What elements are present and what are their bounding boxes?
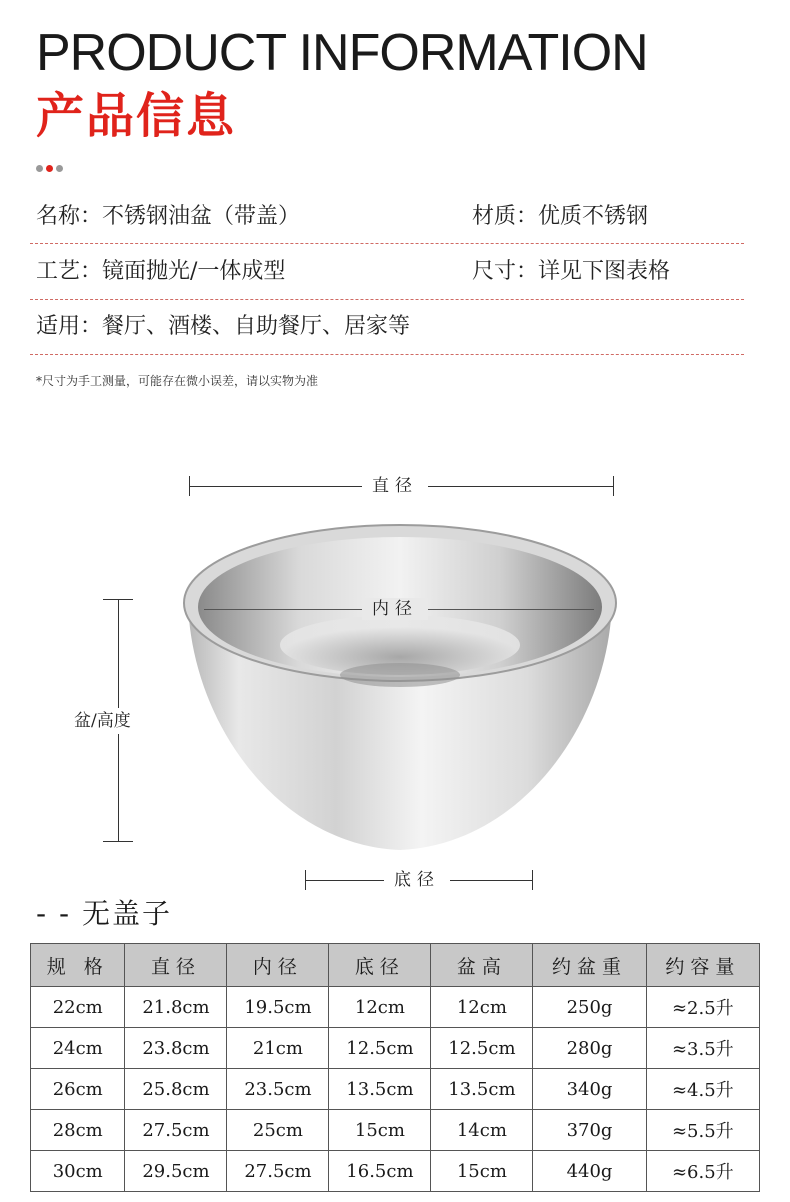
cell-weight: 370g [533, 1110, 646, 1151]
product-name: 名称：不锈钢油盆（带盖） [36, 204, 301, 229]
bottom-label: 底径 [384, 869, 450, 891]
product-usage: 适用：餐厅、酒楼、自助餐厅、居家等 [36, 314, 411, 339]
cell-height: 12cm [431, 987, 533, 1028]
cell-bottom: 12cm [329, 987, 431, 1028]
info-row-3 [36, 310, 744, 366]
info-row-1 [36, 200, 744, 256]
table-row [31, 1069, 760, 1110]
bottom-tick-right [532, 870, 533, 890]
spec-table [30, 943, 760, 1192]
cell-weight: 250g [533, 987, 646, 1028]
dot-3 [56, 165, 63, 172]
cell-capacity: ≈3.5升 [646, 1028, 759, 1069]
cell-bottom: 15cm [329, 1110, 431, 1151]
cell-spec: 22cm [31, 987, 125, 1028]
cell-diameter: 21.8cm [125, 987, 227, 1028]
cell-weight: 340g [533, 1069, 646, 1110]
table-row [31, 987, 760, 1028]
cell-diameter: 29.5cm [125, 1151, 227, 1192]
cell-height: 12.5cm [431, 1028, 533, 1069]
cell-diameter: 25.8cm [125, 1069, 227, 1110]
diameter-tick-right [613, 476, 614, 496]
inner-label: 内径 [362, 598, 428, 620]
product-craft: 工艺：镜面抛光/一体成型 [36, 259, 286, 284]
product-material: 材质：优质不锈钢 [472, 204, 649, 229]
height-tick-bottom [103, 841, 133, 842]
divider-2 [30, 299, 744, 300]
header-weight: 约盆重 [533, 944, 646, 987]
header-bottom: 底径 [329, 944, 431, 987]
page-title-en: PRODUCT INFORMATION [36, 24, 648, 82]
page-title-cn: 产品信息 [36, 88, 237, 144]
table-row [31, 1028, 760, 1069]
cell-height: 14cm [431, 1110, 533, 1151]
measurement-note: *尺寸为手工测量，可能存在微小误差，请以实物为准 [36, 374, 319, 388]
cell-capacity: ≈5.5升 [646, 1110, 759, 1151]
cell-inner: 19.5cm [227, 987, 329, 1028]
product-size: 尺寸：详见下图表格 [472, 259, 671, 284]
cell-bottom: 12.5cm [329, 1028, 431, 1069]
divider-3 [30, 354, 744, 355]
cell-capacity: ≈2.5升 [646, 987, 759, 1028]
cell-capacity: ≈6.5升 [646, 1151, 759, 1192]
section-title: - - 无盖子 [36, 897, 173, 930]
cell-height: 13.5cm [431, 1069, 533, 1110]
info-row-2 [36, 255, 744, 311]
header-diameter: 直径 [125, 944, 227, 987]
table-row [31, 1151, 760, 1192]
cell-spec: 30cm [31, 1151, 125, 1192]
table-header-row [31, 944, 760, 987]
cell-weight: 280g [533, 1028, 646, 1069]
bowl-image [170, 515, 630, 860]
cell-spec: 26cm [31, 1069, 125, 1110]
header-height: 盆高 [431, 944, 533, 987]
cell-diameter: 27.5cm [125, 1110, 227, 1151]
cell-bottom: 13.5cm [329, 1069, 431, 1110]
cell-bottom: 16.5cm [329, 1151, 431, 1192]
cell-weight: 440g [533, 1151, 646, 1192]
header-inner: 内径 [227, 944, 329, 987]
cell-capacity: ≈4.5升 [646, 1069, 759, 1110]
decorative-dots [36, 165, 63, 172]
cell-inner: 23.5cm [227, 1069, 329, 1110]
table-row [31, 1110, 760, 1151]
cell-inner: 21cm [227, 1028, 329, 1069]
cell-inner: 27.5cm [227, 1151, 329, 1192]
cell-spec: 24cm [31, 1028, 125, 1069]
header-spec: 规 格 [31, 944, 125, 987]
dot-2 [46, 165, 53, 172]
diameter-label: 直径 [362, 475, 428, 497]
cell-height: 15cm [431, 1151, 533, 1192]
divider-1 [30, 243, 744, 244]
cell-spec: 28cm [31, 1110, 125, 1151]
cell-inner: 25cm [227, 1110, 329, 1151]
height-label: 盆/高度 [74, 708, 131, 734]
cell-diameter: 23.8cm [125, 1028, 227, 1069]
header-capacity: 约容量 [646, 944, 759, 987]
dot-1 [36, 165, 43, 172]
